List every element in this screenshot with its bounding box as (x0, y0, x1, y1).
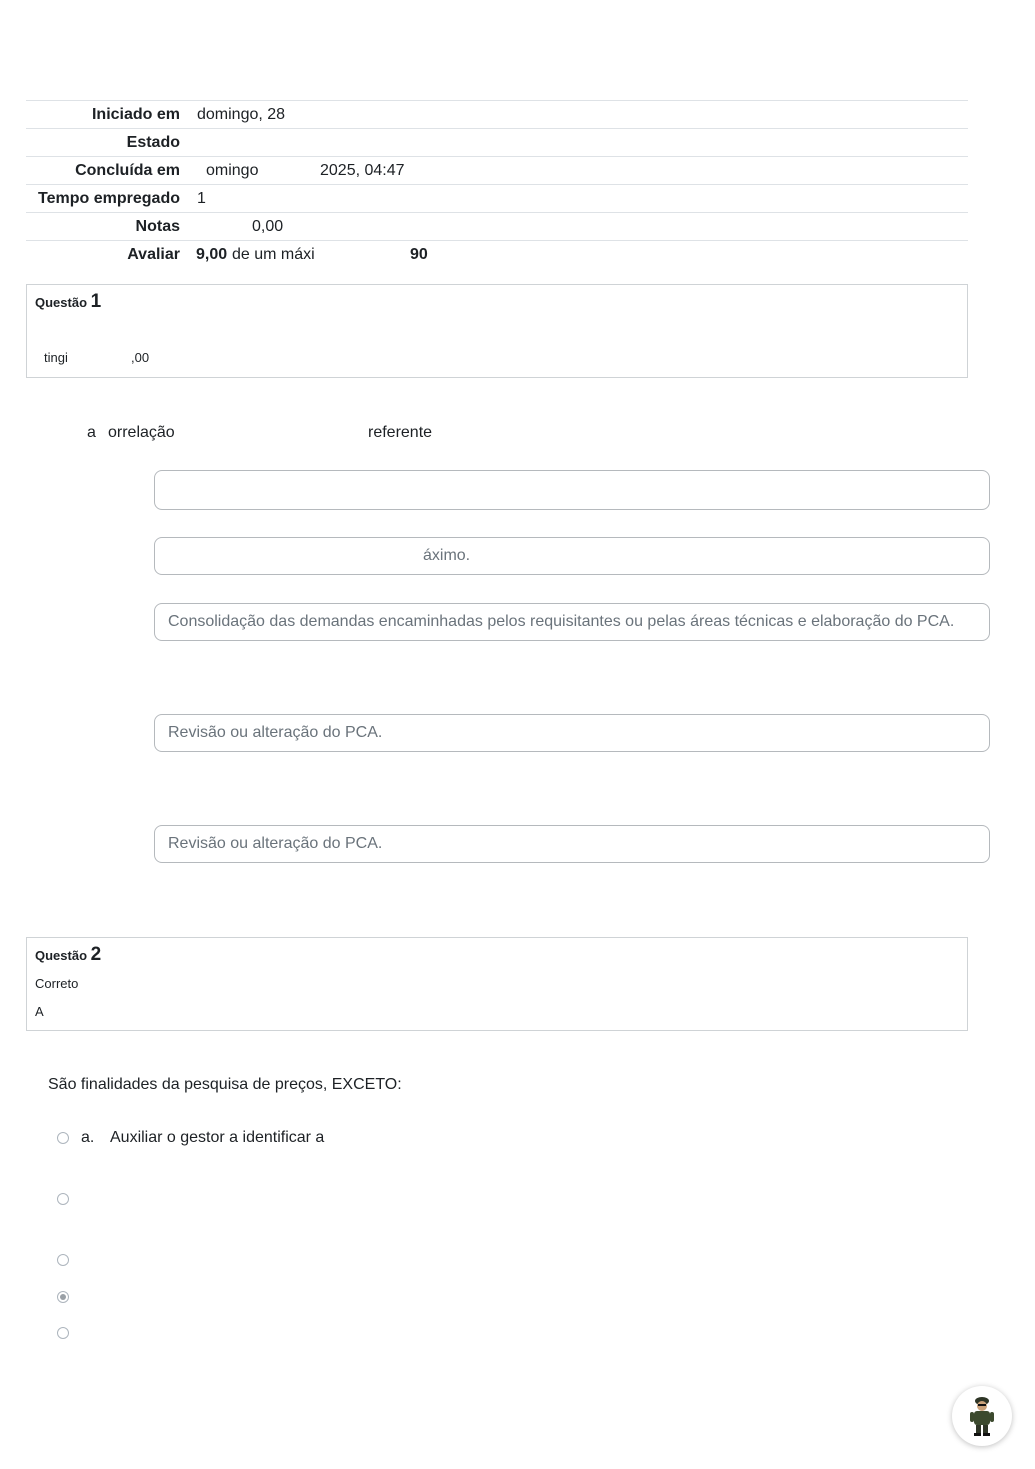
attempt-summary-table (26, 100, 968, 268)
summary-row-started (26, 100, 968, 128)
soldier-avatar-icon (952, 1386, 1012, 1446)
summary-label: Iniciado em (91, 106, 180, 123)
summary-value: omingo (206, 162, 259, 179)
question-mark: ,00 (131, 350, 150, 365)
question-1-prompt-a: a (87, 424, 96, 441)
summary-value: domingo, 28 (197, 106, 286, 123)
option-a-text: Auxiliar o gestor a identificar a (110, 1129, 325, 1146)
answer-select-1[interactable] (154, 470, 990, 510)
option-b-radio[interactable] (57, 1193, 69, 1205)
question-2-title (35, 944, 101, 966)
answer-select-value: Consolidação das demandas encaminhadas pelos requisitantes ou pelas áreas técnicas e elaboração do PCA. (168, 613, 955, 630)
summary-value: 2025, 04:47 (320, 162, 405, 179)
answer-select-value: Revisão ou alteração do PCA. (168, 835, 383, 852)
question-number: 2 (90, 944, 102, 965)
question-status: Correto (35, 976, 79, 991)
summary-row-completed (26, 156, 968, 184)
question-mark: A (35, 1004, 44, 1019)
question-label: Questão (35, 295, 88, 310)
answer-select-5[interactable] (154, 825, 990, 863)
answer-select-value: áximo. (423, 547, 471, 564)
summary-label: Estado (126, 134, 180, 151)
summary-label: Notas (135, 218, 180, 235)
summary-value: 1 (197, 190, 206, 207)
question-label: Questão (35, 948, 88, 963)
assistant-avatar-button[interactable] (952, 1386, 1012, 1446)
answer-select-2[interactable] (154, 537, 990, 575)
summary-label: Tempo empregado (38, 190, 180, 207)
summary-label: Avaliar (127, 246, 180, 263)
option-e-radio[interactable] (57, 1327, 69, 1339)
summary-label: Concluída em (75, 162, 180, 179)
summary-row-time (26, 184, 968, 212)
summary-value: 0,00 (252, 218, 284, 235)
option-d-radio[interactable] (57, 1291, 69, 1303)
answer-select-3[interactable] (154, 603, 990, 641)
question-number: 1 (90, 291, 102, 312)
summary-value: de um máxi (232, 246, 315, 263)
answer-select-4[interactable] (154, 714, 990, 752)
summary-row-grade (26, 240, 968, 268)
summary-value: 9,00 (196, 246, 228, 263)
option-c-radio[interactable] (57, 1254, 69, 1266)
summary-row-marks (26, 212, 968, 240)
question-1-prompt-c: referente (368, 424, 433, 441)
summary-row-state (26, 128, 968, 156)
summary-value: 90 (410, 246, 428, 263)
question-1-title (35, 291, 101, 313)
question-1-prompt-b: orrelação (108, 424, 175, 441)
question-status: tingi (44, 350, 68, 365)
question-2-info (26, 937, 968, 1031)
option-a-letter: a. (81, 1129, 95, 1146)
option-a-radio[interactable] (57, 1132, 69, 1144)
question-2-prompt: São finalidades da pesquisa de preços, EXCETO: (48, 1076, 402, 1093)
question-1-info (26, 284, 968, 378)
answer-select-value: Revisão ou alteração do PCA. (168, 724, 383, 741)
